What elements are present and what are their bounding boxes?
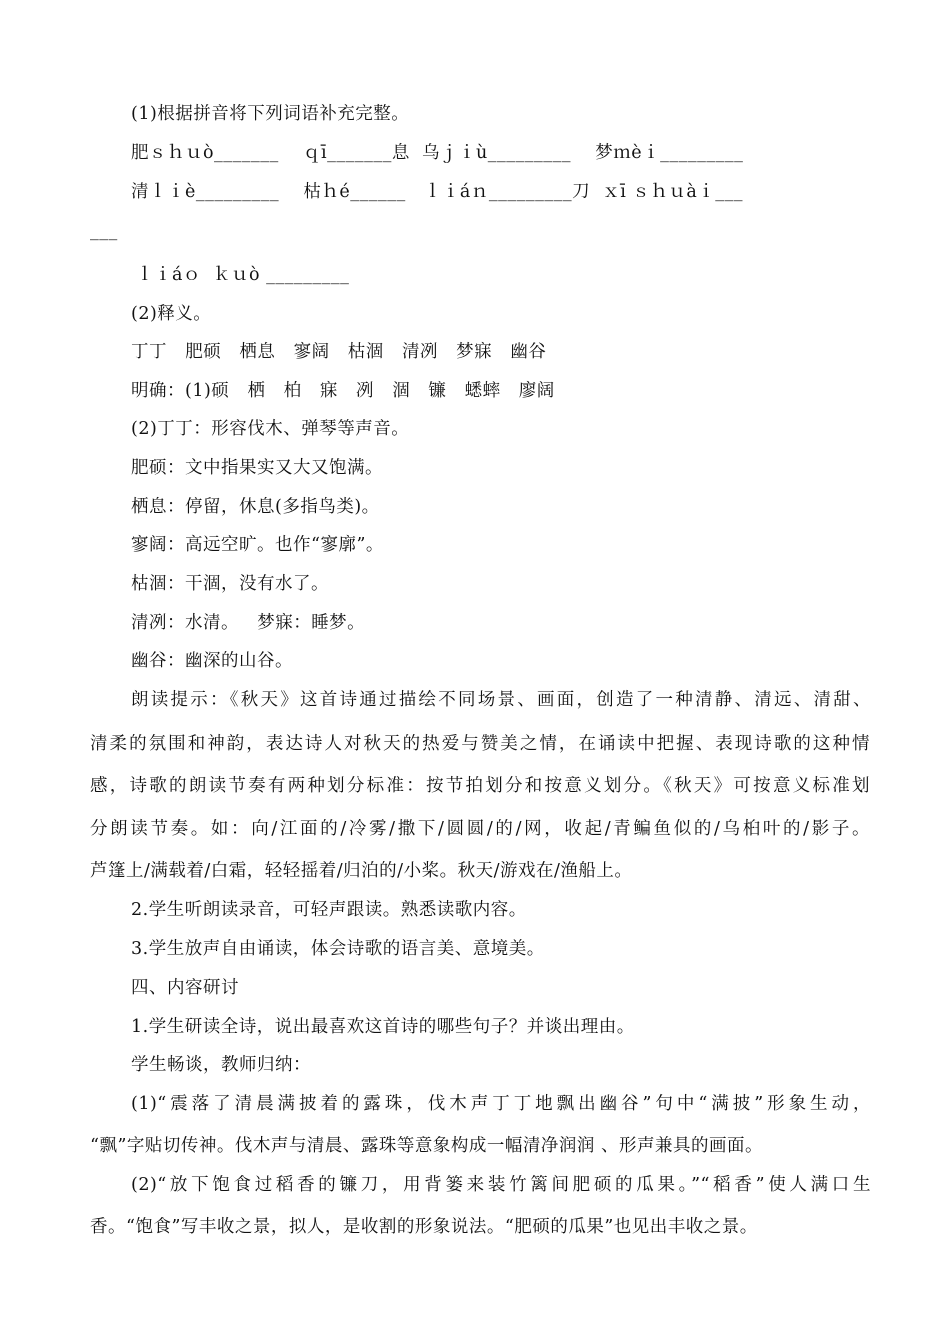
paragraph-line: 分朗读节奏。如：向/江面的/冷雾/撒下/圆圆/的/网，收起/青鳊鱼似的/乌桕叶的/影子。 bbox=[90, 819, 870, 839]
definition-line: 枯涸：干涸，没有水了。 bbox=[131, 574, 329, 594]
paragraph-line: 感，诗歌的朗读节奏有两种划分标准：按节拍划分和按意义划分。《秋天》可按意义标准划 bbox=[90, 776, 870, 796]
step-line: 1.学生研读全诗，说出最喜欢这首诗的哪些句子？并谈出理由。 bbox=[131, 1017, 635, 1037]
instruction-line: (1)根据拼音将下列词语补充完整。 bbox=[131, 104, 410, 124]
answer-line: 明确：(1)硕 栖 柏 寐 冽 涸 镰 蟋蟀 廖阔 bbox=[131, 381, 555, 401]
step-line: 学生畅谈，教师归纳： bbox=[131, 1055, 311, 1075]
pinyin-exercise-line: 清ｌｉè_________ 枯ｈé______ ｌｉáｎ_________刀 ｘī ｓｈｕàｉ___ bbox=[131, 182, 744, 202]
definition-line: (2)丁丁：形容伐木、弹琴等声音。 bbox=[131, 419, 410, 439]
section-heading: 四、内容研讨 bbox=[131, 978, 239, 998]
pinyin-exercise-continuation: ___ bbox=[90, 221, 118, 241]
paragraph-line: 朗读提示：《秋天》这首诗通过描绘不同场景、画面，创造了一种清静、清远、清甜、 bbox=[131, 690, 871, 710]
paragraph-line: (1)“震落了清晨满披着的露珠，伐木声丁丁地飘出幽谷”句中“满披”形象生动， bbox=[131, 1094, 871, 1114]
definition-line: 寥阔：高远空旷。也作“寥廓”。 bbox=[131, 535, 384, 555]
step-line: 3.学生放声自由诵读，体会诗歌的语言美、意境美。 bbox=[131, 939, 545, 959]
definition-line: 栖息：停留，休息(多指鸟类)。 bbox=[131, 497, 380, 517]
paragraph-line: 香。“饱食”写丰收之景，拟人，是收割的形象说法。“肥硕的瓜果”也见出丰收之景。 bbox=[90, 1217, 758, 1237]
section-heading: (2)释义。 bbox=[131, 304, 212, 324]
paragraph-line: “飘”字贴切传神。伐木声与清晨、露珠等意象构成一幅清净润润 、形声兼具的画面。 bbox=[90, 1136, 763, 1156]
paragraph-line: 清柔的氛围和神韵，表达诗人对秋天的热爱与赞美之情，在诵读中把握、表现诗歌的这种情 bbox=[90, 734, 870, 754]
paragraph-line: 芦篷上/满载着/白霜，轻轻摇着/归泊的/小桨。秋天/游戏在/渔船上。 bbox=[90, 861, 633, 881]
definition-line: 幽谷：幽深的山谷。 bbox=[131, 651, 293, 671]
step-line: 2.学生听朗读录音，可轻声跟读。熟悉读歌内容。 bbox=[131, 900, 527, 920]
paragraph-line: (2)“放下饱食过稻香的镰刀，用背篓来装竹篱间肥硕的瓜果。”“稻香”使人满口生 bbox=[131, 1175, 871, 1195]
vocabulary-list: 丁丁 肥硕 栖息 寥阔 枯涸 清冽 梦寐 幽谷 bbox=[131, 342, 547, 362]
definition-line: 肥硕：文中指果实又大又饱满。 bbox=[131, 458, 383, 478]
pinyin-exercise-line: 肥ｓｈｕò_______ ｑī_______息 乌ｊｉù_________ 梦ｍèｉ_________ bbox=[131, 143, 744, 163]
pinyin-exercise-line: ｌｉáｏ ｋｕò _________ bbox=[136, 265, 350, 285]
definition-line: 清冽：水清。 梦寐：睡梦。 bbox=[131, 613, 366, 633]
